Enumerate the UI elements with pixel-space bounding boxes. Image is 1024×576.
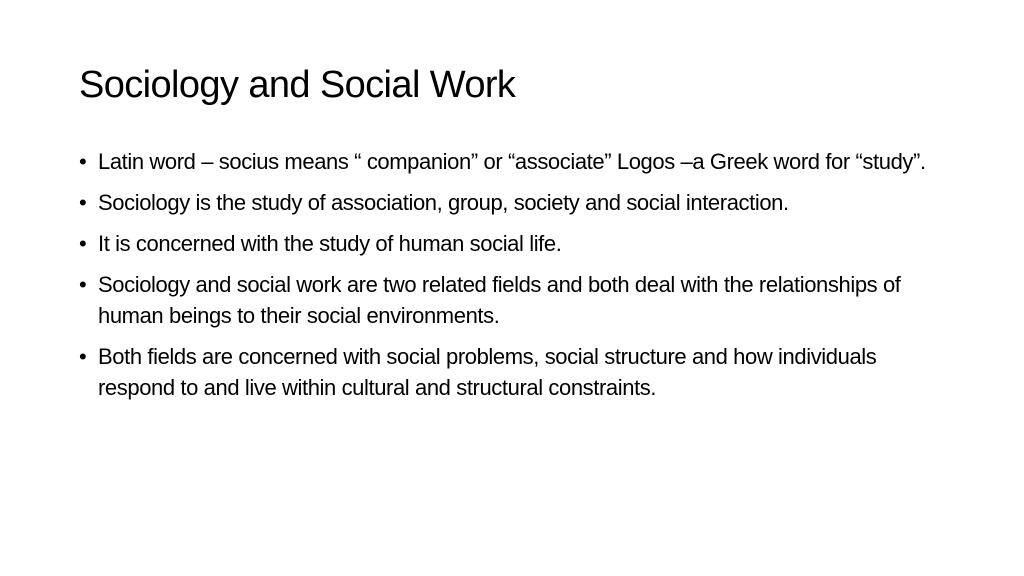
bullet-dot-icon: • [79, 190, 87, 215]
bullet-dot-icon: • [79, 231, 87, 256]
bullet-item [79, 341, 939, 403]
bullet-item [79, 187, 939, 218]
bullet-dot-icon: • [79, 149, 87, 174]
bullet-item [79, 269, 939, 331]
bullet-item [79, 228, 939, 259]
slide-title: Sociology and Social Work [79, 64, 516, 106]
bullet-text: It is concerned with the study of human social life. [98, 231, 562, 256]
bullet-text: Sociology and social work are two related fields and both deal with the relationships of human beings to their social environments. [98, 272, 901, 328]
bullet-dot-icon: • [79, 344, 87, 369]
bullet-item [79, 146, 939, 177]
bullet-list [79, 146, 939, 413]
bullet-text: Sociology is the study of association, group, society and social interaction. [98, 190, 789, 215]
bullet-text: Both fields are concerned with social problems, social structure and how individuals respond to and live within cultural and structural constraints. [98, 344, 877, 400]
bullet-dot-icon: • [79, 272, 87, 297]
bullet-text: Latin word – socius means “ companion” or “associate” Logos –a Greek word for “study”. [98, 149, 926, 174]
